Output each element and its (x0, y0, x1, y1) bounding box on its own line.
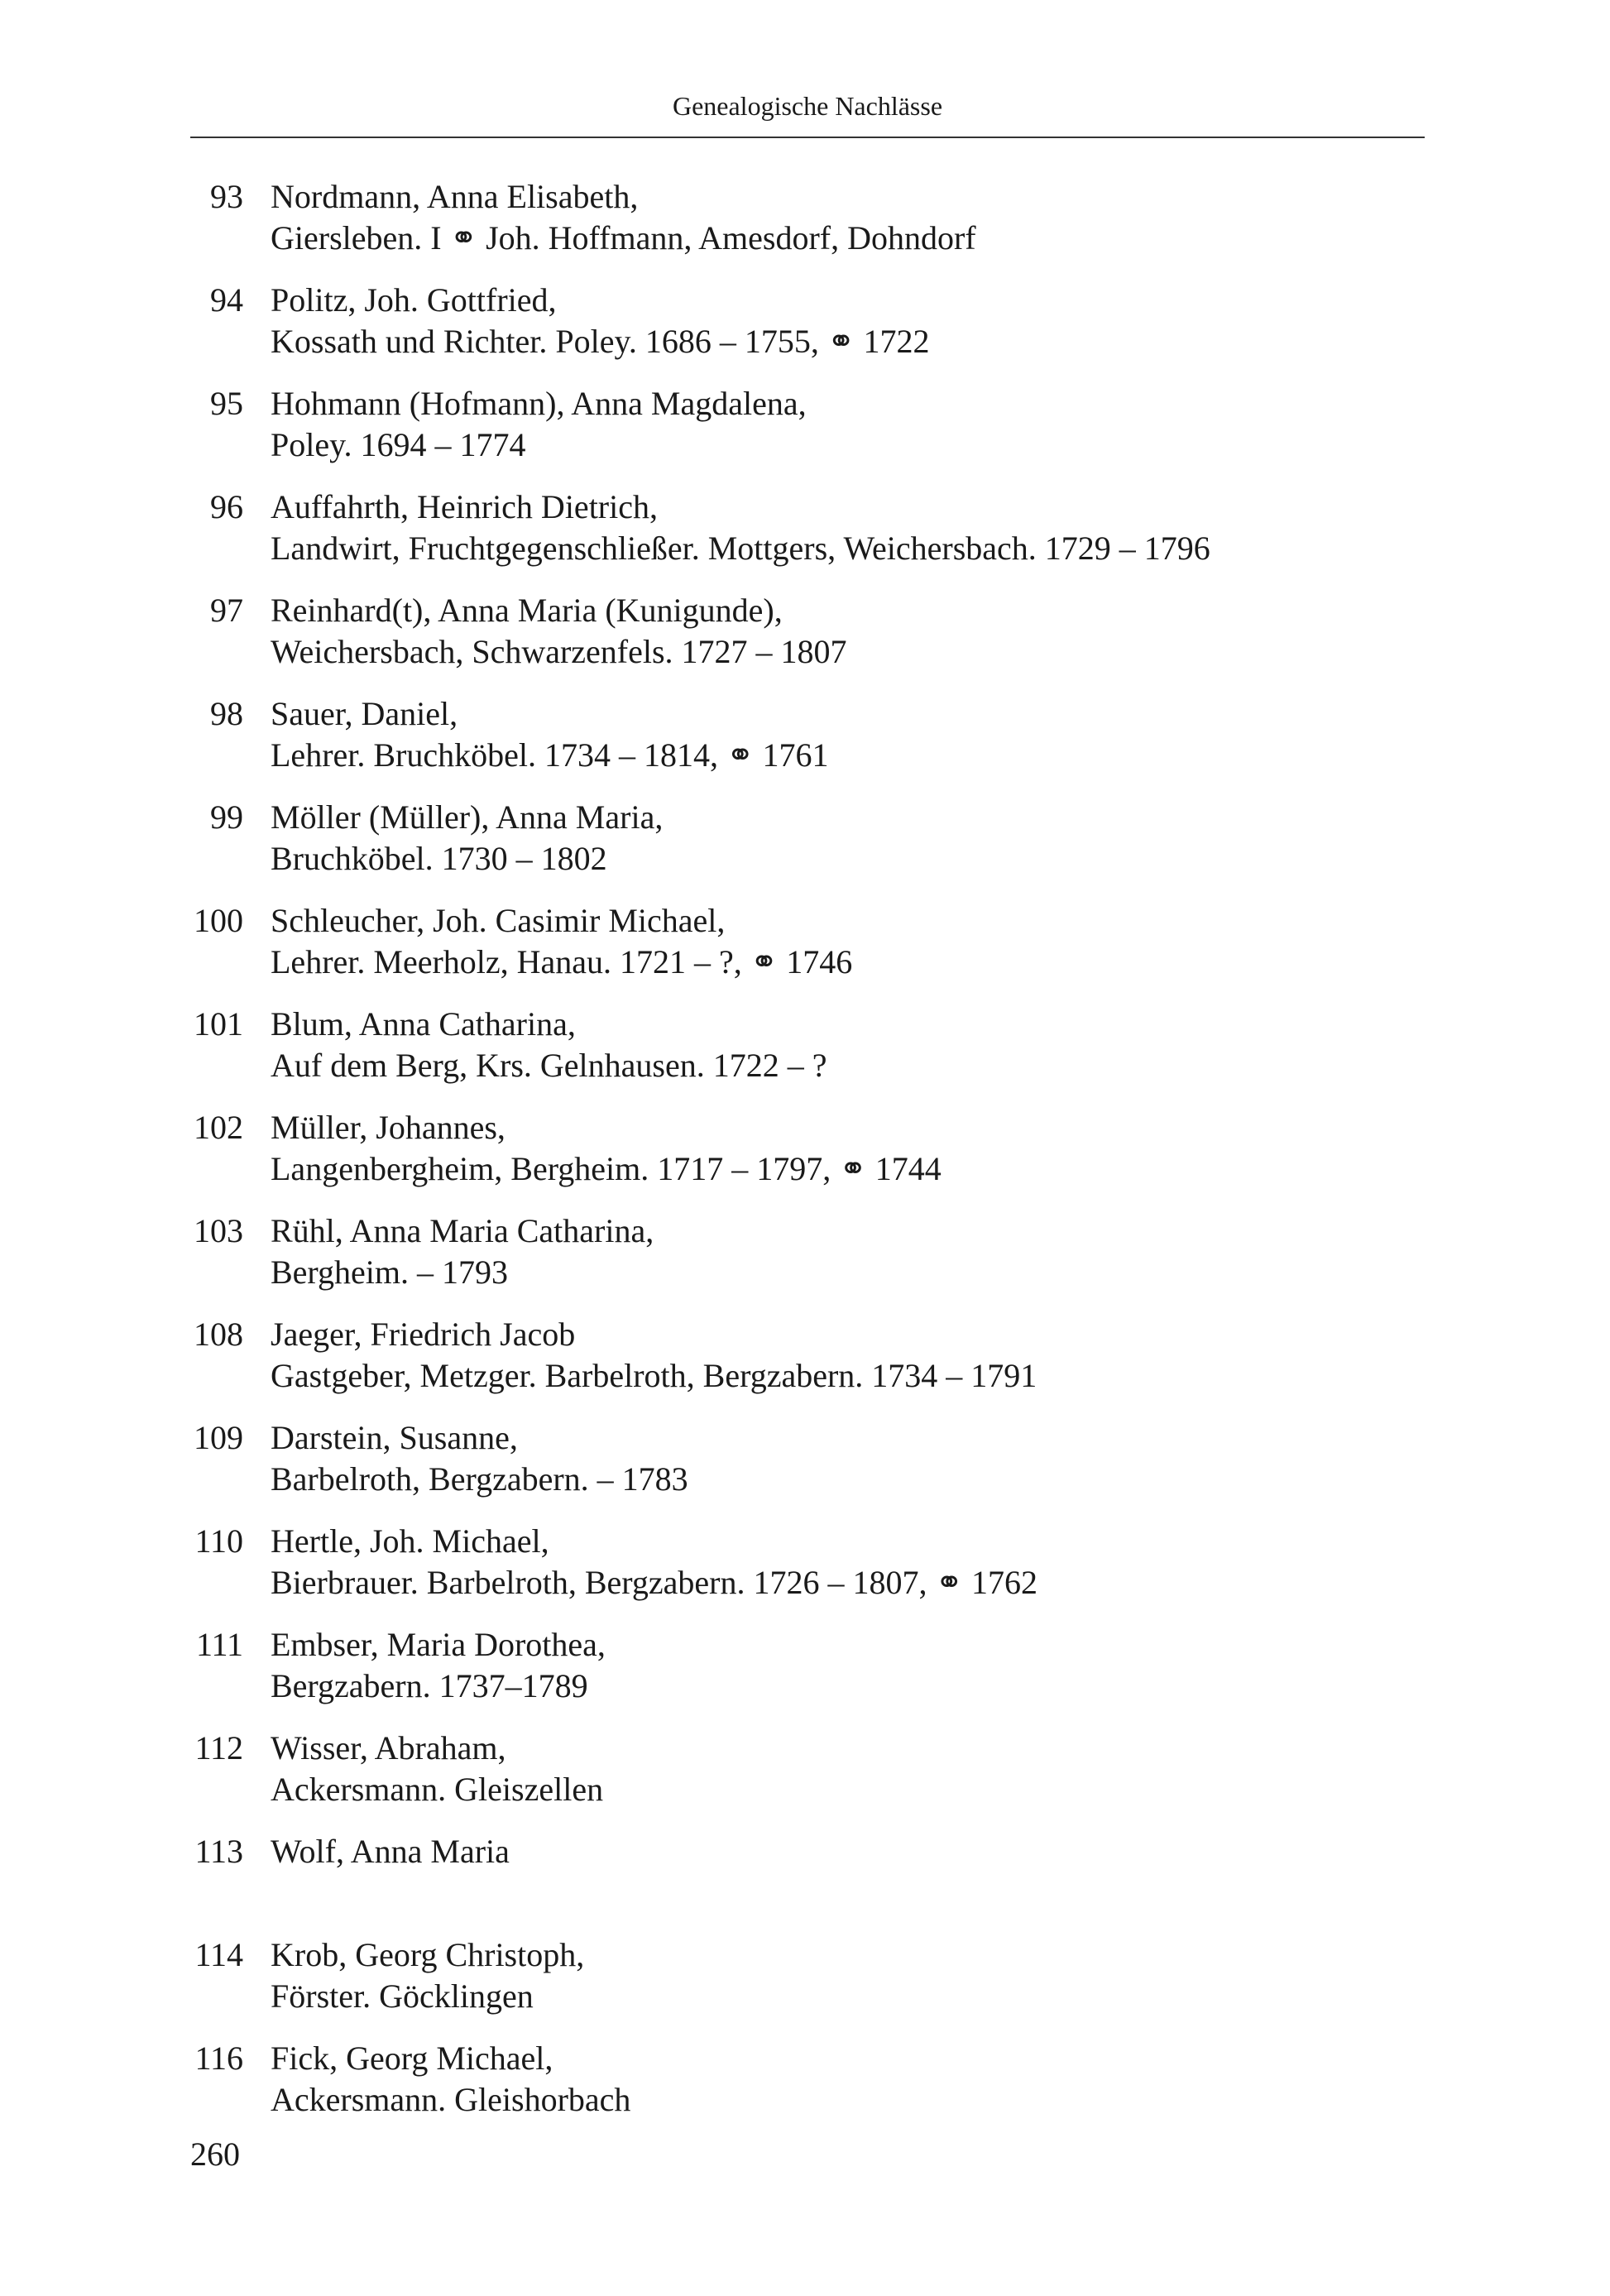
entry-number: 95 (210, 385, 243, 422)
entry-number: 102 (194, 1109, 243, 1146)
entry-name: Auffahrth, Heinrich Dietrich, (271, 488, 658, 525)
entry-text (271, 176, 976, 259)
entry-name: Müller, Johannes, (271, 1109, 506, 1146)
entry-list (0, 176, 1610, 2141)
entry-details: Bruchköbel. 1730 – 1802 (271, 840, 607, 877)
entry-number: 97 (210, 592, 243, 629)
entry-text (271, 280, 929, 362)
entry-details: Gastgeber, Metzger. Barbelroth, Bergzabern. 1734 – 1791 (271, 1357, 1037, 1394)
entry-name: Rühl, Anna Maria Catharina, (271, 1212, 654, 1249)
list-item (0, 2038, 1610, 2141)
entry-details: Lehrer. Meerholz, Hanau. 1721 – ?, ⚭ 1746 (271, 943, 853, 980)
entry-details: Bierbrauer. Barbelroth, Bergzabern. 1726 – 1807, ⚭ 1762 (271, 1564, 1037, 1601)
entry-name: Hohmann (Hofmann), Anna Magdalena, (271, 385, 807, 422)
entry-details: Lehrer. Bruchköbel. 1734 – 1814, ⚭ 1761 (271, 736, 829, 774)
entry-text (271, 1624, 606, 1707)
entry-number: 98 (210, 695, 243, 732)
list-item (0, 1314, 1610, 1417)
page-number: 260 (190, 2135, 240, 2173)
entry-name: Sauer, Daniel, (271, 695, 458, 732)
entry-details: Poley. 1694 – 1774 (271, 426, 526, 463)
list-item (0, 383, 1610, 487)
entry-number: 111 (195, 1626, 243, 1663)
entry-number: 109 (194, 1419, 243, 1456)
entry-text (271, 590, 847, 673)
list-item (0, 280, 1610, 383)
list-item (0, 1004, 1610, 1107)
entry-text (271, 1314, 1037, 1397)
list-item (0, 693, 1610, 797)
entry-text (271, 1417, 688, 1500)
entry-text (271, 1831, 510, 1872)
entry-name: Möller (Müller), Anna Maria, (271, 798, 664, 836)
entry-number: 110 (194, 1522, 243, 1560)
entry-name: Politz, Joh. Gottfried, (271, 281, 557, 319)
entry-details: Auf dem Berg, Krs. Gelnhausen. 1722 – ? (271, 1047, 827, 1084)
entry-details: Barbelroth, Bergzabern. – 1783 (271, 1460, 688, 1498)
entry-number: 114 (194, 1936, 243, 1973)
entry-text (271, 693, 829, 776)
list-item (0, 1934, 1610, 2038)
entry-details: Landwirt, Fruchtgegenschließer. Mottgers, Weichersbach. 1729 – 1796 (271, 530, 1210, 567)
entry-name: Wolf, Anna Maria (271, 1833, 510, 1870)
entry-text (271, 1521, 1037, 1603)
entry-text (271, 900, 852, 983)
entry-number: 113 (194, 1833, 243, 1870)
entry-number: 99 (210, 798, 243, 836)
entry-number: 108 (194, 1316, 243, 1353)
header-rule (190, 137, 1425, 138)
entry-details: Langenbergheim, Bergheim. 1717 – 1797, ⚭ 1744 (271, 1150, 942, 1187)
entry-details: Förster. Göcklingen (271, 1977, 534, 2015)
entry-text (271, 1107, 942, 1190)
list-item (0, 1521, 1610, 1624)
entry-details: Ackersmann. Gleiszellen (271, 1771, 604, 1808)
entry-number: 101 (194, 1005, 243, 1043)
entry-text (271, 1004, 827, 1086)
entry-name: Krob, Georg Christoph, (271, 1936, 585, 1973)
entry-name: Nordmann, Anna Elisabeth, (271, 178, 639, 215)
list-item (0, 487, 1610, 590)
entry-details: Bergheim. – 1793 (271, 1253, 509, 1291)
entry-details: Weichersbach, Schwarzenfels. 1727 – 1807 (271, 633, 847, 670)
entry-text (271, 1934, 584, 2017)
list-item (0, 1210, 1610, 1314)
entry-number: 94 (210, 281, 243, 319)
entry-number: 112 (194, 1729, 243, 1766)
entry-name: Hertle, Joh. Michael, (271, 1522, 549, 1560)
list-item (0, 1624, 1610, 1728)
entry-name: Embser, Maria Dorothea, (271, 1626, 606, 1663)
entry-number: 100 (194, 902, 243, 939)
list-item (0, 797, 1610, 900)
entry-text (271, 1210, 654, 1293)
entry-text (271, 487, 1210, 569)
entry-name: Schleucher, Joh. Casimir Michael, (271, 902, 726, 939)
entry-number: 103 (194, 1212, 243, 1249)
entry-details: Giersleben. I ⚭ Joh. Hoffmann, Amesdorf, Dohndorf (271, 219, 976, 256)
entry-name: Wisser, Abraham, (271, 1729, 506, 1766)
entry-text (271, 2038, 630, 2121)
list-item (0, 1728, 1610, 1831)
list-item (0, 900, 1610, 1004)
entry-number: 93 (210, 178, 243, 215)
entry-name: Fick, Georg Michael, (271, 2040, 553, 2077)
entry-name: Darstein, Susanne, (271, 1419, 518, 1456)
list-item (0, 1417, 1610, 1521)
entry-name: Reinhard(t), Anna Maria (Kunigunde), (271, 592, 783, 629)
entry-details: Kossath und Richter. Poley. 1686 – 1755, ⚭ 1722 (271, 323, 930, 360)
entry-number: 116 (194, 2040, 243, 2077)
entry-text (271, 1728, 603, 1810)
list-item (0, 1107, 1610, 1210)
running-header: Genealogische Nachlässe (672, 91, 943, 121)
entry-number: 96 (210, 488, 243, 525)
entry-details: Ackersmann. Gleishorbach (271, 2081, 631, 2118)
entry-name: Jaeger, Friedrich Jacob (271, 1316, 576, 1353)
entry-text (271, 383, 807, 466)
list-item (0, 1831, 1610, 1934)
entry-text (271, 797, 663, 880)
list-item (0, 176, 1610, 280)
list-item (0, 590, 1610, 693)
entry-details: Bergzabern. 1737–1789 (271, 1667, 588, 1704)
entry-name: Blum, Anna Catharina, (271, 1005, 576, 1043)
